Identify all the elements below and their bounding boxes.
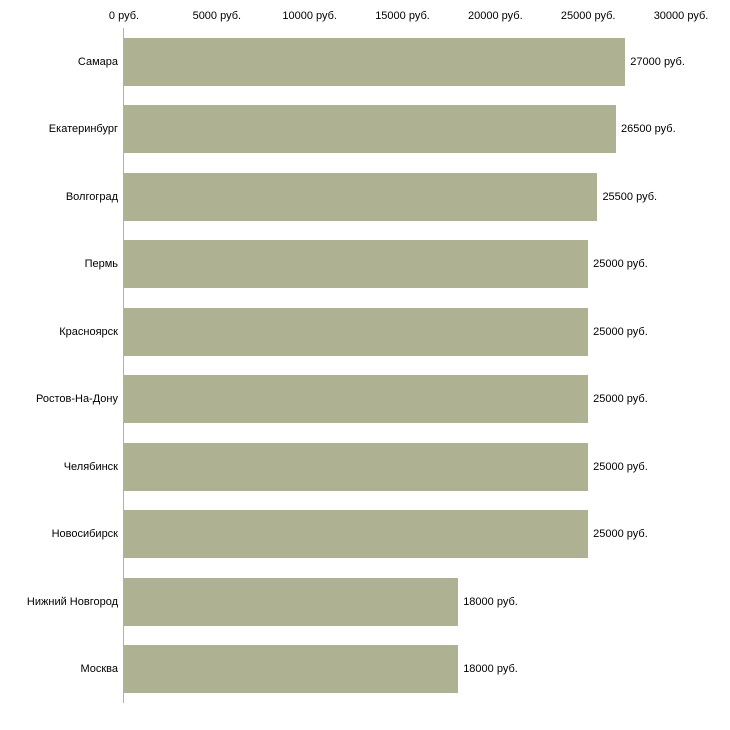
bar[interactable] — [124, 510, 588, 558]
x-axis-tick-3: 15000 руб. — [375, 10, 430, 22]
bar[interactable] — [124, 173, 597, 221]
category-label: Волгоград — [65, 190, 118, 203]
category-label: Москва — [80, 663, 118, 676]
x-axis-tick-6: 30000 руб. — [653, 10, 709, 22]
bar-value-label: 18000 руб. — [463, 663, 518, 676]
bar[interactable] — [124, 308, 588, 356]
x-axis-tick-4: 20000 руб. — [468, 10, 523, 22]
category-label: Екатеринбург — [48, 123, 118, 136]
category-label: Пермь — [84, 258, 118, 271]
x-axis-tick-1: 5000 руб. — [192, 10, 242, 22]
bar-value-label: 25000 руб. — [593, 325, 648, 338]
bar-value-label: 25000 руб. — [593, 528, 648, 541]
x-axis-tick-5: 25000 руб. — [560, 10, 616, 22]
category-label: Нижний Новгород — [26, 595, 118, 608]
bar-value-label: 25000 руб. — [593, 393, 648, 406]
bar-value-label: 18000 руб. — [463, 595, 518, 608]
category-label: Красноярск — [59, 325, 118, 338]
x-axis-tick-2: 10000 руб. — [282, 10, 337, 22]
category-label: Новосибирск — [51, 528, 118, 541]
bar[interactable] — [124, 578, 458, 626]
bar[interactable] — [124, 443, 588, 491]
bar[interactable] — [124, 375, 588, 423]
bar[interactable] — [124, 38, 625, 86]
x-axis-tick-0: 0 руб. — [108, 10, 140, 22]
plot-area — [124, 28, 685, 703]
bar[interactable] — [124, 105, 616, 153]
bar-value-label: 25000 руб. — [593, 258, 648, 271]
category-label: Самара — [77, 55, 118, 68]
bar-value-label: 27000 руб. — [630, 55, 685, 68]
bar-value-label: 25500 руб. — [602, 190, 658, 203]
bar-value-label: 26500 руб. — [621, 123, 676, 136]
category-label: Ростов-На-Дону — [35, 393, 118, 406]
category-label: Челябинск — [63, 460, 118, 473]
bar[interactable] — [124, 240, 588, 288]
bar-value-label: 25000 руб. — [593, 460, 648, 473]
bar[interactable] — [124, 645, 458, 693]
